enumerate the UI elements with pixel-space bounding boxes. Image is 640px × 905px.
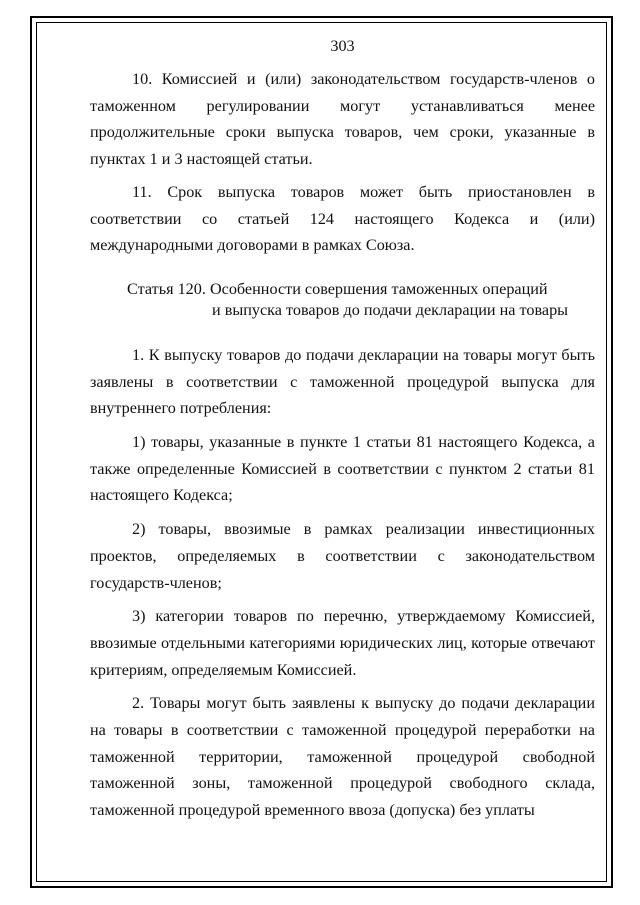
article-subitem-1: 1) товары, указанные в пункте 1 статьи 81 настоящего Кодекса, а также определенные Комиссией в соответствии с пунктом 2 статьи 81 настоящего Кодекса;	[90, 433, 595, 505]
page-number: 303	[330, 37, 355, 55]
article-heading	[90, 279, 595, 322]
article-paragraph-1: 1. К выпуску товаров до подачи декларации на товары могут быть заявлены в соответствии с таможенной процедурой выпуска для внутреннего потребления:	[90, 345, 595, 418]
article-paragraph-2: 2. Товары могут быть заявлены к выпуску до подачи декларации на товары в соответствии с таможенной процедурой переработки на таможенной территории, таможенной процедурой свободной таможенной зоны, таможенной процедурой свободного склада, таможенной процедурой временного ввоза (допуска) без уплаты	[90, 694, 595, 820]
article-heading-line-2: и выпуска товаров до подачи декларации на товары	[212, 301, 569, 320]
article-heading-line-1: Статья 120. Особенности совершения таможенных операций	[127, 279, 548, 298]
document-body	[90, 34, 595, 831]
article-subitem-2: 2) товары, ввозимые в рамках реализации инвестиционных проектов, определяемых в соответствии с законодательством государств-членов;	[90, 520, 595, 592]
article-subitem-3: 3) категории товаров по перечню, утверждаемому Комиссией, ввозимые отдельными категориями юридических лиц, которые отвечают критериям, определяемым Комиссией.	[90, 607, 595, 679]
paragraph-10: 10. Комиссией и (или) законодательством государств-членов о таможенном регулировании могут устанавливаться менее продолжительные сроки выпуска товаров, чем сроки, указанные в пунктах 1 и 3 настоящей статьи.	[90, 70, 595, 169]
paragraph-11: 11. Срок выпуска товаров может быть приостановлен в соответствии со статьей 124 настоящего Кодекса и (или) международными договорами в рамках Союза.	[90, 182, 595, 255]
